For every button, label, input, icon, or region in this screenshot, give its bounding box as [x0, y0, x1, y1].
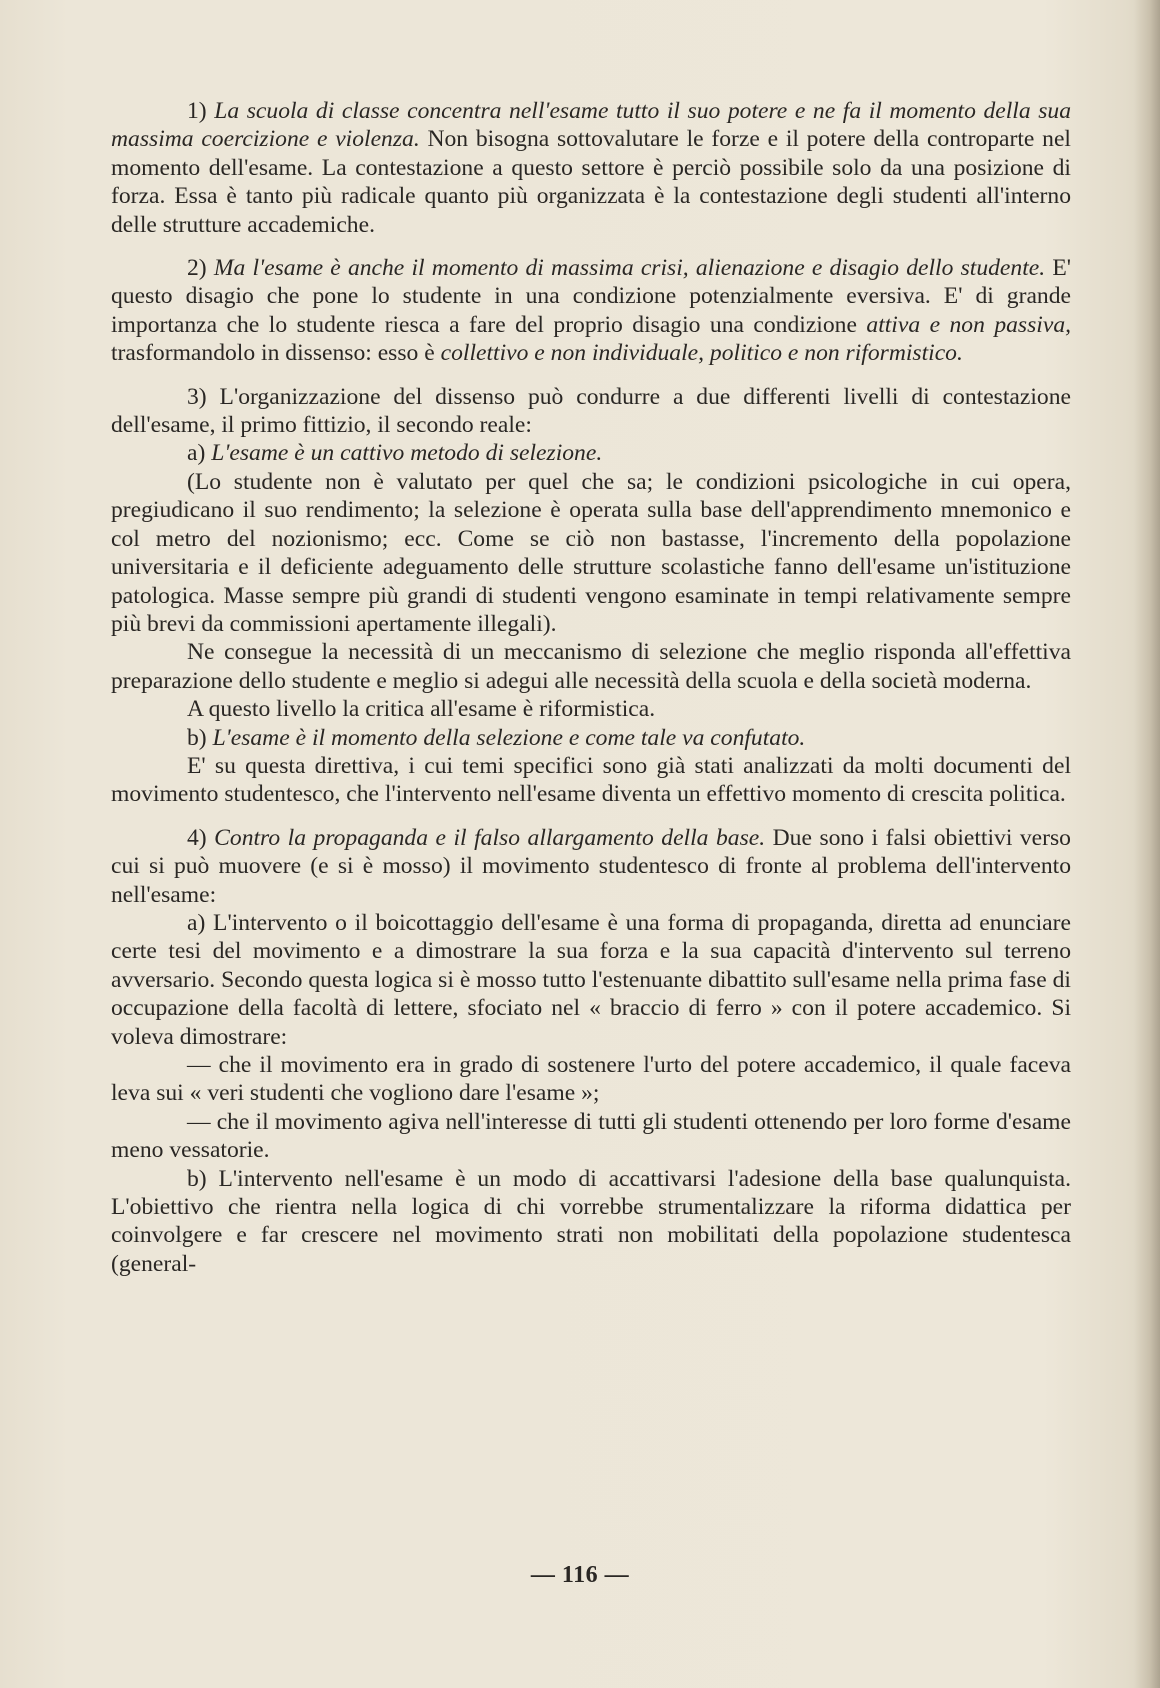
paragraph-2: 2) Ma l'esame è anche il momento di massima crisi, alienazione e disagio dello studente. E' questo disagio che pone lo studente in una condizione potenzialmente eversiva. E' di grande importanza che lo studente riesca a fare del proprio disagio una condizione attiva e non passiva, trasformandolo in dissenso: esso è collettivo e non individuale, politico e non riformistico. [111, 255, 1072, 367]
page-number: — 116 — [530, 1562, 630, 1588]
paragraph-3a-consequence: Ne consegue la necessità di un meccanismo di selezione che meglio risponda all'effettiva preparazione dello studente e meglio si adegui alle necessità della scuola e della società moderna. [111, 639, 1071, 694]
paragraph-4a-dash-1: — che il movimento era in grado di sostenere l'urto del potere accademico, il quale faceva leva sui « veri studenti che vogliono dare l'esame »; [111, 1052, 1071, 1107]
paragraph-3: 3) L'organizzazione del dissenso può condurre a due differenti livelli di contestazione dell'esame, il primo fittizio, il secondo reale: [111, 383, 1071, 439]
paragraph-3b-body: E' su questa direttiva, i cui temi specifici sono già stati analizzati da molti documenti del movimento studentesco, che l'intervento nell'esame diventa un effettivo momento di crescita politica. [111, 752, 1071, 808]
page-spine-shadow [1134, 0, 1160, 1688]
paragraph-3a-heading: a) L'esame è un cattivo metodo di selezione. [187, 440, 603, 467]
paragraph-4a-dash-2: — che il movimento agiva nell'interesse di tutti gli studenti ottenendo per loro forme d'esame meno vessatorie. [111, 1108, 1071, 1164]
paragraph-3b-heading: b) L'esame è il momento della selezione e come tale va confutato. [187, 724, 806, 751]
page-body [111, 97, 1071, 1278]
paragraph-3a-critique: A questo livello la critica all'esame è riformistica. [187, 696, 656, 723]
paragraph-1: 1) La scuola di classe concentra nell'esame tutto il suo potere e ne fa il momento della sua massima coercizione e violenza. Non bisogna sottovalutare le forze e il potere della controparte nel momento dell'esame. La contestazione a questo settore è perciò possibile solo da una posizione di forza. Essa è tanto più radicale quanto più organizzata è la contestazione degli studenti all'interno delle strutture accademiche. [111, 98, 1072, 238]
paragraph-4: 4) Contro la propaganda e il falso allargamento della base. Due sono i falsi obiettivi verso cui si può muovere (e si è mosso) il movimento studentesco di fronte al problema dell'intervento nell'esame: [111, 824, 1071, 908]
paragraph-3a-body: (Lo studente non è valutato per quel che sa; le condizioni psicologiche in cui opera, pregiudicano il suo rendimento; la selezione è operata sulla base dell'apprendimento mnemonico e col metro del nozionismo; ecc. Come se ciò non bastasse, l'incremento della popolazione universitaria e il deficiente adeguamento delle strutture scolastiche fanno dell'esame un'istituzione patologica. Masse sempre più grandi di studenti vengono esaminate in tempi relativamente sempre più brevi da commissioni apertamente illegali). [111, 468, 1071, 637]
paragraph-4b: b) L'intervento nell'esame è un modo di accattivarsi l'adesione della base qualunquista. L'obiettivo che rientra nella logica di chi vorrebbe strumentalizzare la riforma didattica per coinvolgere e far crescere nel movimento strati non mobilitati della popolazione studentesca (general- [111, 1165, 1071, 1277]
paragraph-4a: a) L'intervento o il boicottaggio dell'esame è una forma di propaganda, diretta ad enunciare certe tesi del movimento e a dimostrare la sua forza e la sua capacità d'intervento sul terreno avversario. Secondo questa logica si è mosso tutto l'estenuante dibattito sull'esame nella prima fase di occupazione della facoltà di lettere, sfociato nel « braccio di ferro » con il potere accademico. Si voleva dimostrare: [111, 909, 1071, 1050]
